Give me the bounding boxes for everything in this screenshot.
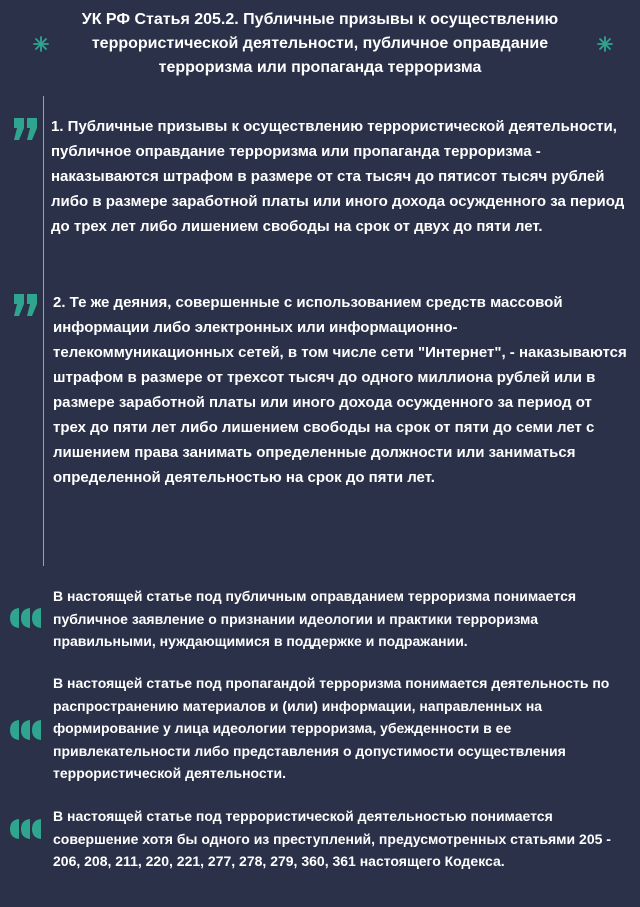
guillemet-icon <box>8 818 44 840</box>
quote-mark-icon <box>13 117 39 141</box>
sparkle-icon <box>597 36 613 52</box>
definition-propaganda: В настоящей статье под пропагандой терроризма понимается деятельность по распространению материалов и (или) информации, направленных на формирование у лица идеологии терроризма, убежденности в ее привлекательности либо представления о допустимости осуществления террористической деятельности. <box>53 675 610 781</box>
article-part-1: 1. Публичные призывы к осуществлению террористической деятельности, публичное оправдание терроризма или пропаганда терроризма - наказываются штрафом в размере от ста тысяч до пятисот тысяч рублей либо в размере заработной платы или иного дохода осужденного за период до трех лет либо лишением свободы на срок от двух до пяти лет. <box>51 118 625 235</box>
guillemet-icon <box>8 607 44 629</box>
definition-terrorist-activity: В настоящей статье под террористической деятельностью понимается совершение хотя бы одного из преступлений, предусмотренных статьями 205 - 206, 208, 211, 220, 221, 277, 278, 279, 360, 361 настоящего Кодекса. <box>53 808 611 869</box>
sparkle-icon <box>33 36 49 52</box>
definition-justification: В настоящей статье под публичным оправданием терроризма понимается публичное заявление о признании идеологии и практики терроризма правильными, нуждающимися в поддержке и подражании. <box>53 588 577 649</box>
guillemet-icon <box>8 719 44 741</box>
quote-mark-icon <box>13 293 39 317</box>
article-part-2: 2. Те же деяния, совершенные с использованием средств массовой информации либо электронных или информационно-телекоммуникационных сетей, в том числе сети "Интернет", - наказываются штрафом в размере от трехсот тысяч до одного миллиона рублей или в размере заработной платы или иного дохода осужденного за период от трех до пяти лет либо лишением свободы на срок от пяти до семи лет с лишением права занимать определенные должности или заниматься определенной деятельностью на срок до пяти лет. <box>53 294 627 486</box>
divider-line <box>43 96 44 566</box>
page-title: УК РФ Статья 205.2. Публичные призывы к осуществлению террористической деятельности, публичное оправдание терроризма или пропаганда терроризма <box>81 11 559 76</box>
